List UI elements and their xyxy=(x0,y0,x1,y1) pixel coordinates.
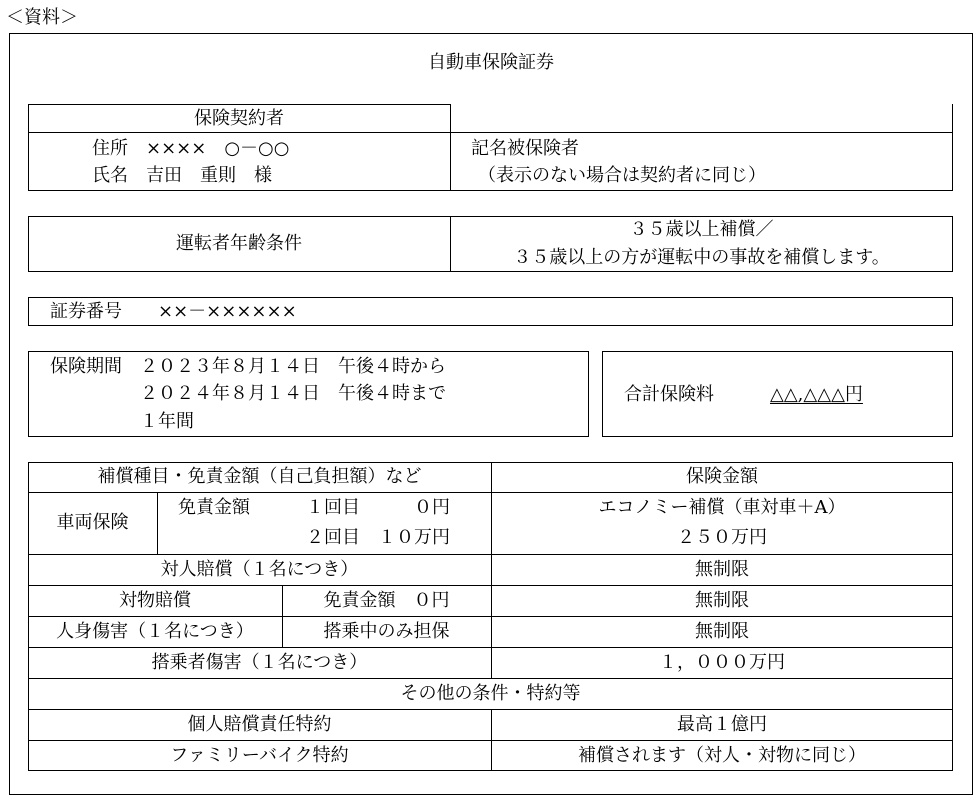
property-damage-label: 対物賠償 xyxy=(119,590,191,611)
vehicle-deductible-first: １回目 ０円 xyxy=(306,497,450,518)
age-condition-line2: ３５歳以上の方が運転中の事故を補償します。 xyxy=(513,247,890,268)
property-damage-deductible: 免責金額 ０円 xyxy=(323,590,450,611)
personal-injury-note: 搭乗中のみ担保 xyxy=(323,621,450,642)
personal-liability-rider-value: 最高１億円 xyxy=(677,714,767,735)
document-label: ＜資料＞ xyxy=(6,7,78,28)
age-condition-label: 運転者年齢条件 xyxy=(176,233,302,254)
personal-liability-rider-label: 個人賠償責任特約 xyxy=(187,714,332,735)
bodily-liability-value: 無制限 xyxy=(695,559,749,580)
age-condition-line1: ３５歳以上補償／ xyxy=(629,219,774,240)
period-line2: ２０２４年８月１４日 午後４時まで xyxy=(50,383,446,404)
period-line3: １年間 xyxy=(50,411,194,432)
family-bike-rider-value: 補償されます（対人・対物に同じ） xyxy=(578,745,866,766)
personal-injury-label: 人身傷害（１名につき） xyxy=(56,621,254,642)
contractor-address: 住所 ×××× ○－○○ xyxy=(92,138,290,159)
contractor-name: 氏名 吉田 重則 様 xyxy=(92,165,272,186)
period-line1: 保険期間 ２０２３年８月１４日 午後４時から xyxy=(50,356,446,377)
property-damage-value: 無制限 xyxy=(695,590,749,611)
personal-injury-value: 無制限 xyxy=(695,621,749,642)
vehicle-coverage-type: エコノミー補償（車対車＋A） xyxy=(598,497,846,518)
premium-value: △△,△△△円 xyxy=(770,384,863,405)
family-bike-rider-label: ファミリーバイク特約 xyxy=(170,745,349,766)
policy-number: 証券番号 ××－×××××× xyxy=(50,301,297,322)
premium-label: 合計保険料 xyxy=(624,384,714,405)
passenger-injury-value: １，０００万円 xyxy=(659,652,785,673)
insured-note: （表示のない場合は契約者に同じ） xyxy=(478,165,766,186)
vehicle-deductible-label: 免責金額 xyxy=(178,497,250,518)
vehicle-coverage-amount: ２５０万円 xyxy=(677,527,767,548)
vehicle-insurance-label: 車両保険 xyxy=(56,512,129,533)
vehicle-deductible-second: ２回目 １０万円 xyxy=(306,527,450,548)
document-title: 自動車保険証券 xyxy=(428,52,554,73)
bodily-liability-label: 対人賠償（１名につき） xyxy=(160,559,359,580)
coverage-header-right: 保険金額 xyxy=(686,466,758,487)
insured-label: 記名被保険者 xyxy=(471,138,579,159)
coverage-header-left: 補償種目・免責金額（自己負担額）など xyxy=(97,466,422,487)
passenger-injury-label: 搭乗者傷害（１名につき） xyxy=(151,652,368,673)
contractor-header: 保険契約者 xyxy=(194,108,284,129)
other-conditions-header: その他の条件・特約等 xyxy=(400,683,581,704)
